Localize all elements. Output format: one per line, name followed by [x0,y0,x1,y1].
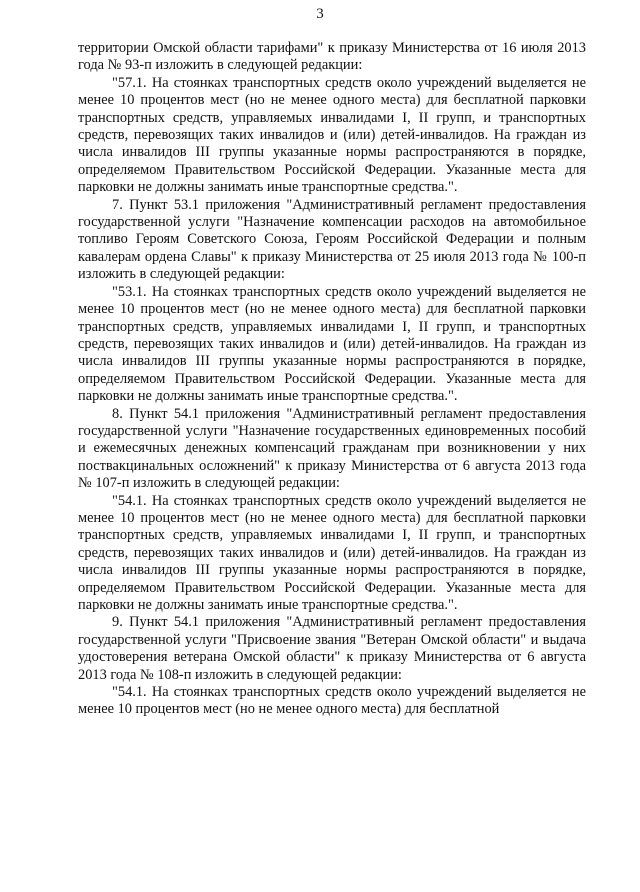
paragraph-quote-54-1-b: "54.1. На стоянках транспортных средств около учреждений выделяется не менее 10 процентов мест (но не менее одного места) для бесплатной [78,684,586,718]
paragraph-quote-54-1-a: "54.1. На стоянках транспортных средств около учреждений выделяется не менее 10 процентов мест (но не менее одного места) для бесплатной парковки транспортных средств, управляемых инвалидами I, II групп, и транспортных средств, перевозящих таких инвалидов и (или) детей-инвалидов. На граждан из числа инвалидов III группы указанные нормы распространяются в порядке, определяемом Правительством Российской Федерации. Указанные места для парковки не должны занимать иные транспортные средства.". [78,492,586,613]
paragraph-quote-53-1: "53.1. На стоянках транспортных средств около учреждений выделяется не менее 10 процентов мест (но не менее одного места) для бесплатной парковки транспортных средств, управляемых инвалидами I, II групп, и транспортных средств, перевозящих таких инвалидов и (или) детей-инвалидов. На граждан из числа инвалидов III группы указанные нормы распространяются в порядке, определяемом Правительством Российской Федерации. Указанные места для парковки не должны занимать иные транспортные средства.". [78,283,586,405]
paragraph-item-7: 7. Пункт 53.1 приложения "Административный регламент предоставления государственной услуги "Назначение компенсации расходов на автомобильное топливо Героям Советского Союза, Героям Российской Федерации и полным кавалерам ордена Славы" к приказу Министерства от 25 июля 2013 года № 100-п изложить в следующей редакции: [78,196,586,283]
paragraph-item-8: 8. Пункт 54.1 приложения "Административный регламент предоставления государственной услуги "Назначение государственных единовременных пособий и ежемесячных денежных компенсаций гражданам при возникновении у них поствакцинальных осложнений" к приказу Министерства от 6 августа 2013 года № 107-п изложить в следующей редакции: [78,405,586,492]
page-number: 3 [316,6,324,22]
paragraph-quote-57-1: "57.1. На стоянках транспортных средств около учреждений выделяется не менее 10 процентов мест (но не менее одного места) для бесплатной парковки транспортных средств, управляемых инвалидами I, II групп, и транспортных средств, перевозящих таких инвалидов и (или) детей-инвалидов. На граждан из числа инвалидов III группы указанные нормы распространяются в порядке, определяемом Правительством Российской Федерации. Указанные места для парковки не должны занимать иные транспортные средства.". [78,74,586,196]
paragraph-item-9: 9. Пункт 54.1 приложения "Административный регламент предоставления государственной услуги "Присвоение звания "Ветеран Омской области" и выдача удостоверения ветерана Омской области" к приказу Министерства от 6 августа 2013 года № 108-п изложить в следующей редакции: [78,614,586,683]
document-body [78,40,586,719]
paragraph-continuation: территории Омской области тарифами" к приказу Министерства от 16 июля 2013 года № 93-п изложить в следующей редакции: [78,40,586,74]
